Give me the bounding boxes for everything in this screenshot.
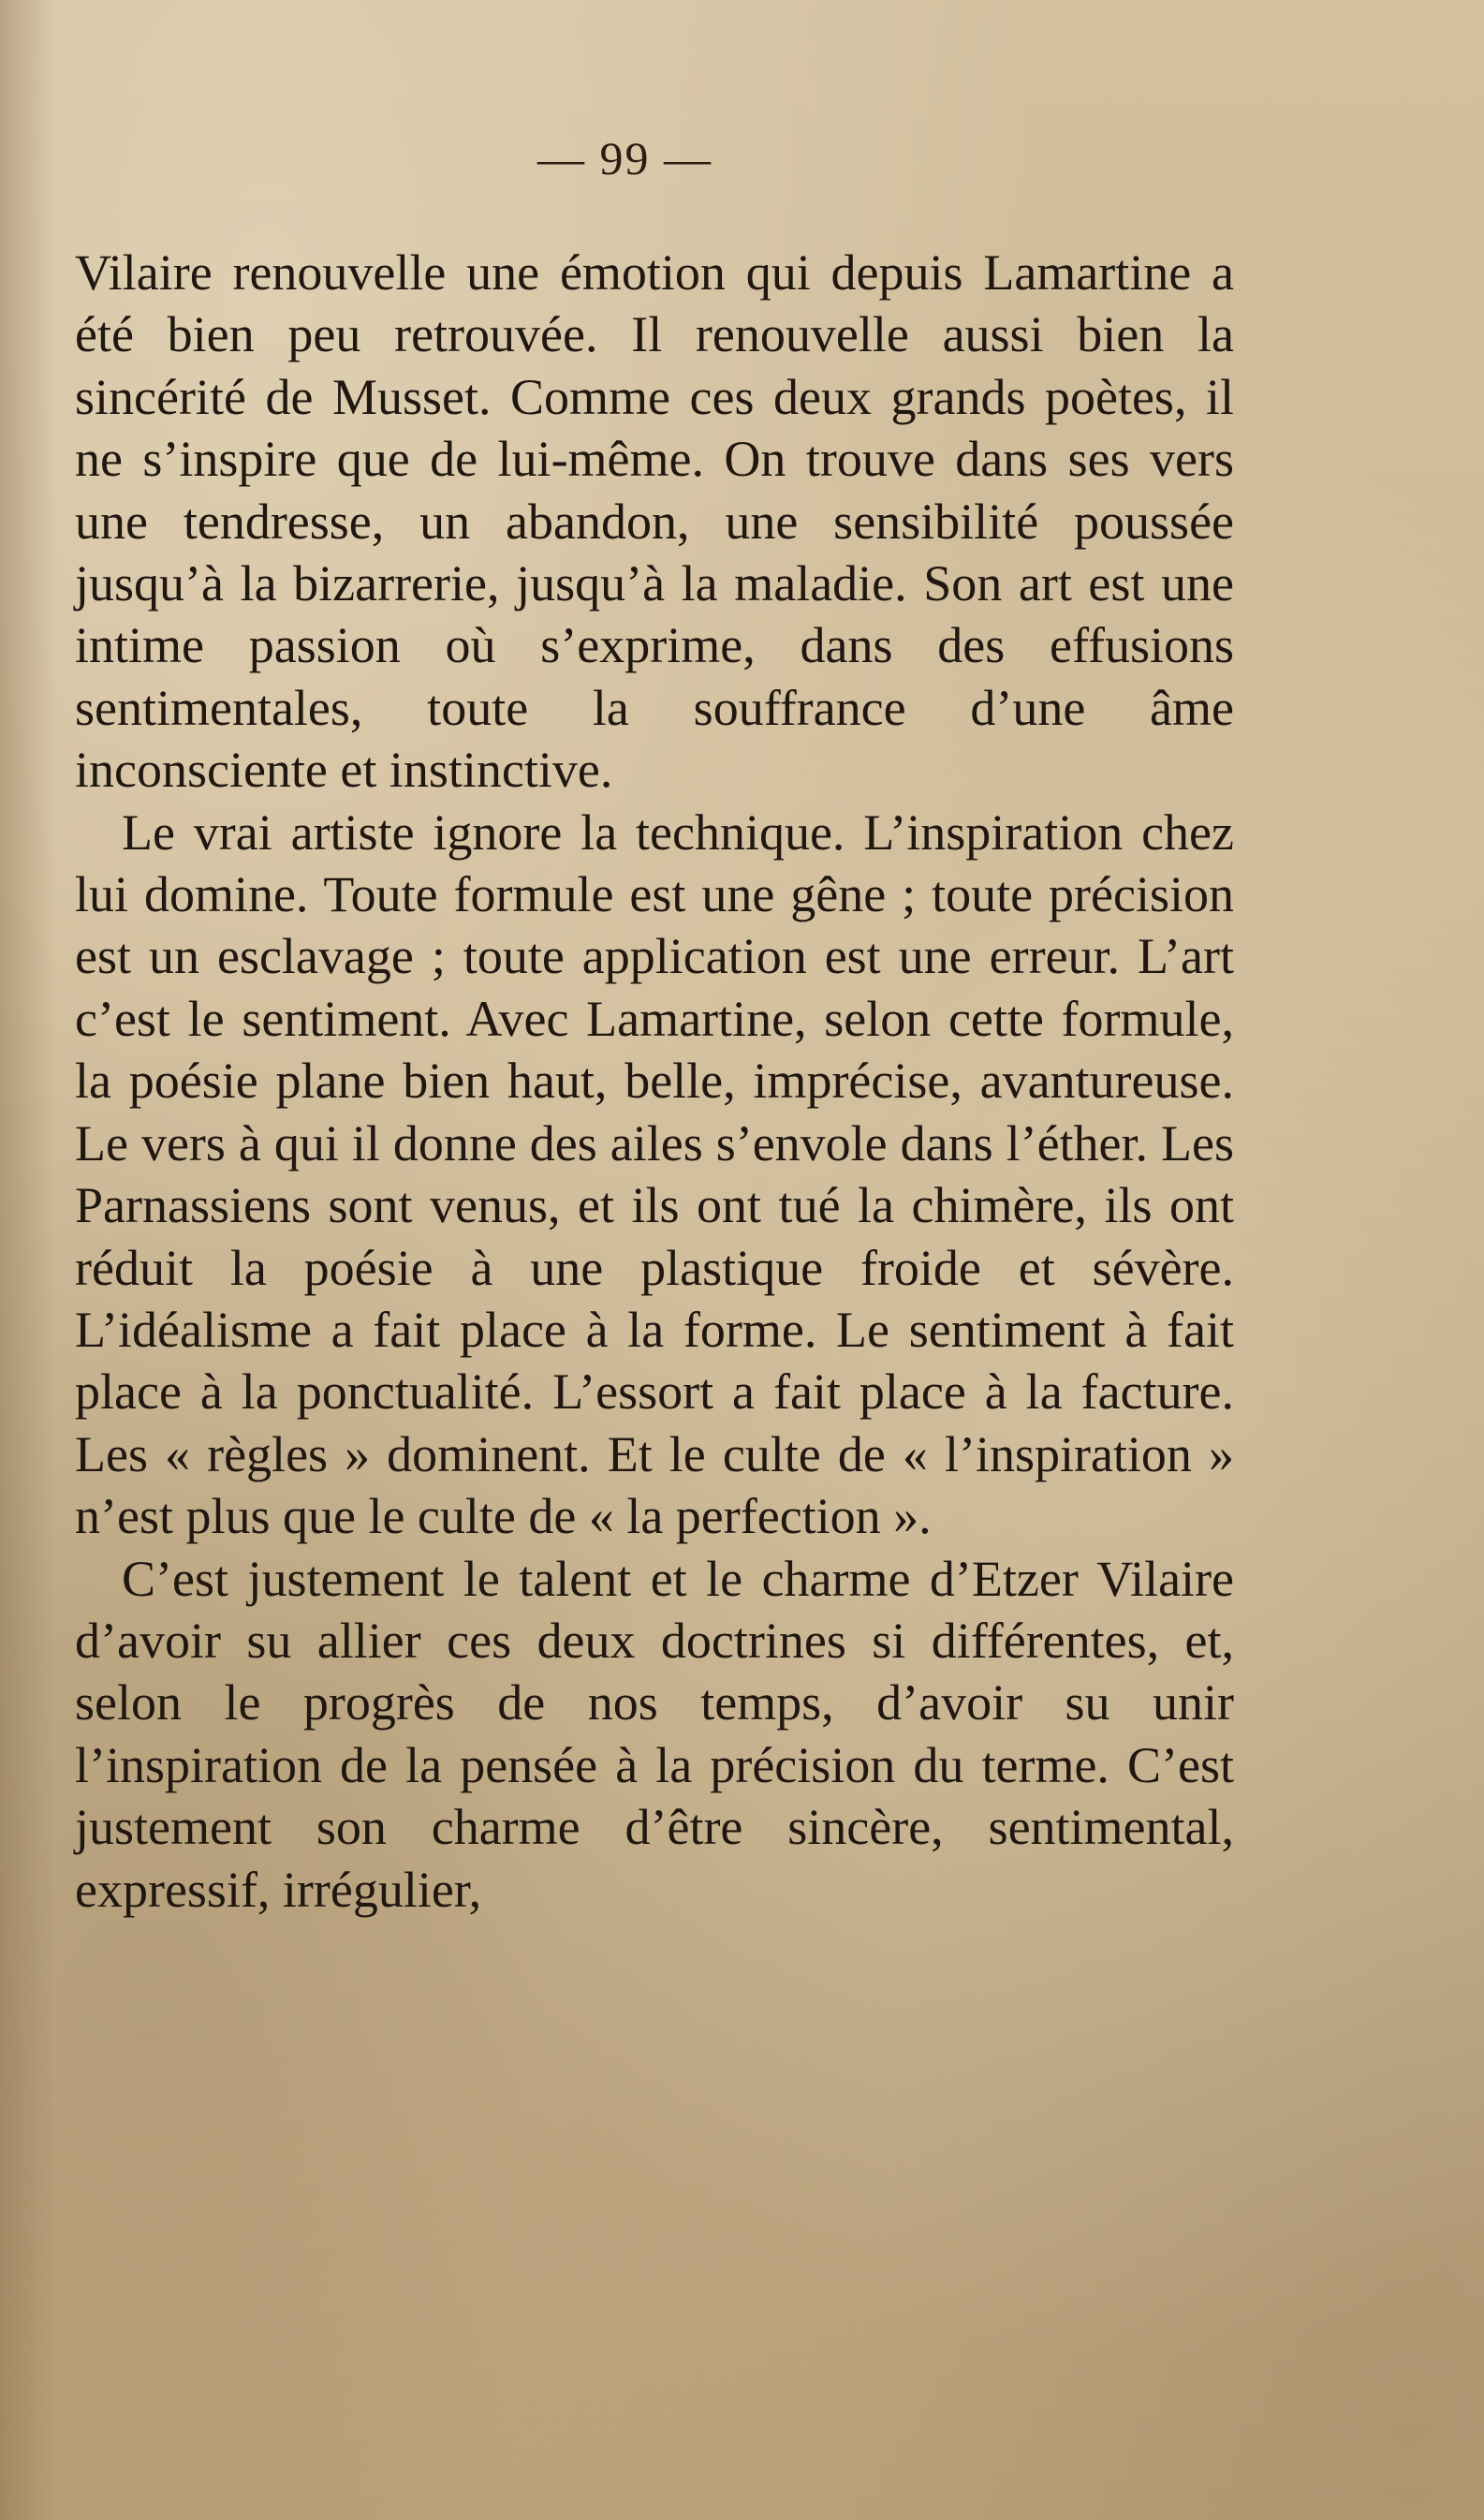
paragraph-3: C’est justement le talent et le charme d’Etzer Vilaire d’avoir su allier ces deux doctrines si différentes, et, selon le progrès de nos temps, d’avoir su unir l’inspiration de la pensée à la précision du terme. C’est justement son charme d’être sincère, sentimental, expressif, irrégulier, xyxy=(75,1550,1234,1918)
page-number: — 99 — xyxy=(537,132,713,184)
paragraph-1: Vilaire renouvelle une émotion qui depuis Lamartine a été bien peu retrouvée. Il renouvelle aussi bien la sincérité de Musset. Comme ces deux grands poètes, il ne s’inspire que de lui-même. On trouve dans ses vers une tendresse, un abandon, une sensibilité poussée jusqu’à la bizarrerie, jusqu’à la maladie. Son art est une intime passion où s’exprime, dans des effusions sentimentales, toute la souffrance d’une âme inconsciente et instinctive. xyxy=(75,244,1234,799)
page-edge-shadow xyxy=(0,0,56,2520)
body-text xyxy=(75,242,1234,1921)
paragraph-2: Le vrai artiste ignore la technique. L’inspiration chez lui domine. Toute formule est une gêne ; toute précision est un esclavage ; toute application est une erreur. L’art c’est le sentiment. Avec Lamartine, selon cette formule, la poésie plane bien haut, belle, imprécise, avantureuse. Le vers à qui il donne des ailes s’envole dans l’éther. Les Parnassiens sont venus, et ils ont tué la chimère, ils ont réduit la poésie à une plastique froide et sévère. L’idéalisme a fait place à la forme. Le sentiment à fait place à la ponctualité. L’essort a fait place à la facture. Les « règles » dominent. Et le culte de « l’inspiration » n’est plus que le culte de « la perfection ». xyxy=(75,803,1234,1545)
